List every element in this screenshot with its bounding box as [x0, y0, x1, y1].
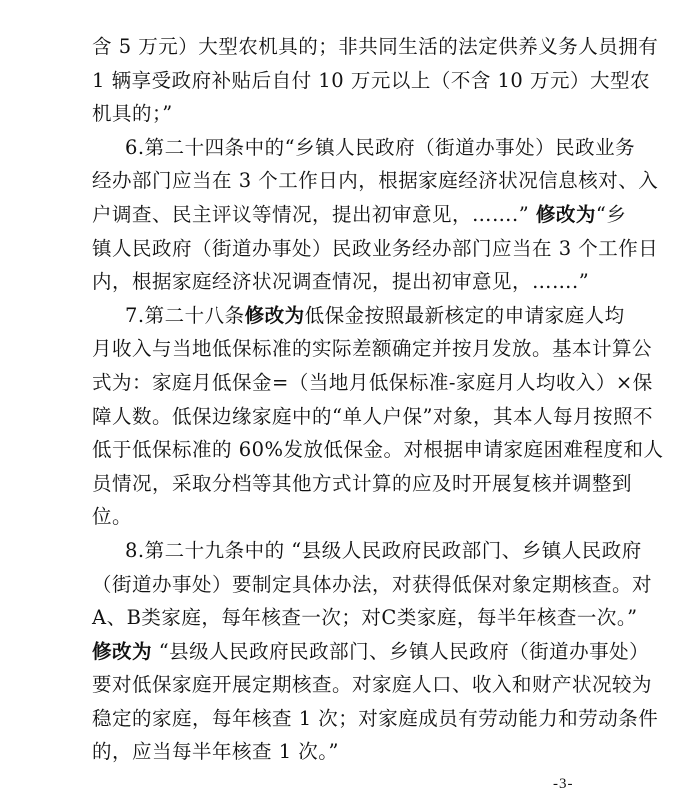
text-line — [92, 702, 659, 736]
amendment-keyword: 修改为 — [535, 202, 596, 226]
text-line — [92, 299, 625, 333]
text-segment: “县级人民政府民政部门、乡镇人民政府（街道办事处） — [152, 639, 650, 663]
text-line — [92, 30, 659, 64]
text-segment: 的，应当每半年核查 1 次。” — [92, 740, 340, 764]
text-segment: 经办部门应当在 3 个工作日内，根据家庭经济状况信息核对、入 — [92, 169, 659, 193]
text-segment: 户调查、民主评议等情况，提出初审意见，…….” — [92, 202, 536, 226]
paragraph — [92, 299, 664, 534]
text-line — [92, 735, 612, 769]
text-line — [92, 131, 636, 165]
text-segment: 含 5 万元）大型农机具的；非共同生活的法定供养义务人员拥有 — [92, 35, 659, 58]
text-line — [92, 232, 659, 266]
text-segment: 7.第二十八条 — [125, 303, 245, 327]
text-line — [92, 500, 612, 534]
text-segment: 式为：家庭月低保金=（当地月低保标准-家庭月人均收入）×保 — [92, 370, 653, 394]
text-segment: 低于低保标准的 60%发放低保金。对根据申请家庭困难程度和人 — [92, 438, 664, 462]
text-segment: “乡 — [595, 202, 627, 226]
text-segment: 机具的；” — [92, 102, 173, 126]
paragraph — [92, 534, 659, 769]
text-segment: 镇人民政府（街道办事处）民政业务经办部门应当在 3 个工作日 — [92, 236, 659, 260]
page-number: -3- — [553, 776, 574, 792]
text-segment: （街道办事处）要制定具体办法，对获得低保对象定期核查。对 — [92, 572, 653, 596]
text-segment: 障人数。低保边缘家庭中的“单人户保”对象，其本人每月按照不 — [92, 404, 653, 428]
text-line — [92, 400, 653, 434]
text-line — [92, 332, 653, 366]
text-line — [92, 64, 651, 98]
paragraph — [92, 131, 659, 299]
document-body — [92, 30, 664, 769]
text-segment: 1 辆享受政府补贴后自付 10 万元以上（不含 10 万元）大型农 — [92, 68, 651, 92]
text-segment: 6.第二十四条中的“乡镇人民政府（街道办事处）民政业务 — [125, 135, 636, 159]
text-line — [92, 97, 612, 131]
text-line — [92, 265, 612, 299]
amendment-keyword: 修改为 — [244, 303, 305, 327]
text-line — [92, 635, 650, 669]
text-line — [92, 198, 627, 232]
text-segment: 月收入与当地低保标准的实际差额确定并按月发放。基本计算公 — [92, 337, 653, 361]
text-line — [92, 164, 659, 198]
text-segment: 位。 — [92, 505, 133, 529]
text-segment: A、B类家庭，每年核查一次；对C类家庭，每半年核查一次。” — [92, 606, 638, 630]
text-segment: 内，根据家庭经济状况调查情况，提出初审意见，…….” — [92, 270, 590, 294]
text-line — [92, 568, 653, 602]
text-segment: 稳定的家庭，每年核查 1 次；对家庭成员有劳动能力和劳动条件 — [92, 706, 659, 730]
text-line — [92, 433, 664, 467]
amendment-keyword: 修改为 — [92, 639, 153, 663]
text-segment: 8.第二十九条中的 “县级人民政府民政部门、乡镇人民政府 — [125, 538, 642, 562]
text-segment: 要对低保家庭开展定期核查。对家庭人口、收入和财产状况较为 — [92, 673, 653, 697]
text-line — [92, 467, 633, 501]
text-line — [92, 534, 642, 568]
text-segment: 员情况，采取分档等其他方式计算的应及时开展复核并调整到 — [92, 471, 633, 495]
text-segment: 低保金按照最新核定的申请家庭人均 — [304, 303, 625, 327]
text-line — [92, 601, 638, 635]
text-line — [92, 366, 653, 400]
paragraph — [92, 30, 659, 131]
text-line — [92, 668, 653, 702]
